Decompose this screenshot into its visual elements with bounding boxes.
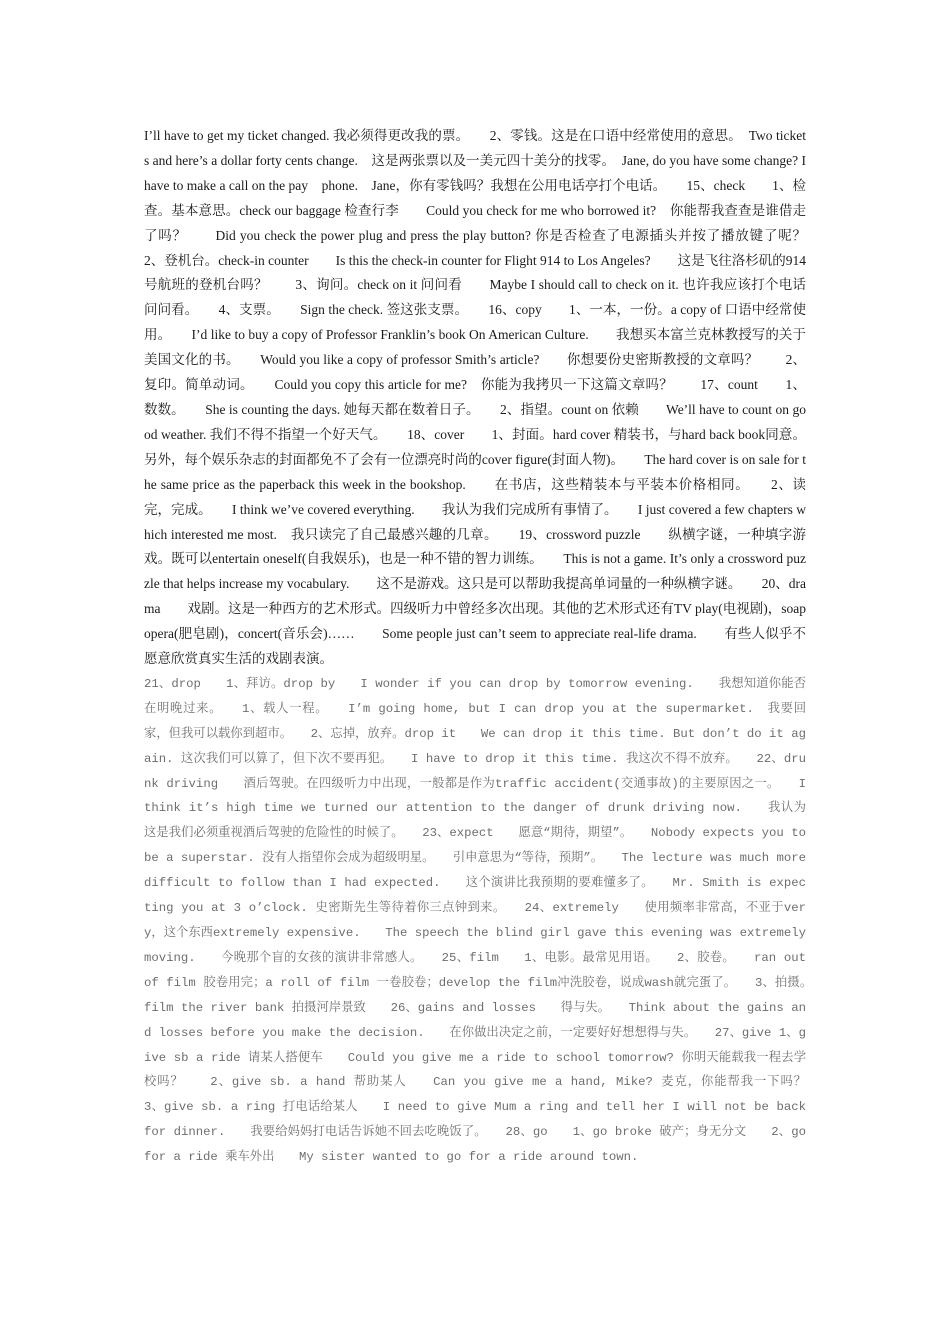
vocabulary-notes-paragraph-serif: I’ll have to get my ticket changed. 我必须得更改我的票。 2、零钱。这是在口语中经常使用的意思。 Two tickets and here’s a dollar forty cents change. 这是两张票以及一美元四十美分的找零。 Jane, do you have some change? I have to make a call on the pay phone. Jane，你有零钱吗？我想在公用电话亭打个电话。 15、check 1、检查。基本意思。check our baggage 检查行李 Could you check for me who borrowed it? 你能帮我查查是谁借走了吗？ Did you check the power plug and press the play button? 你是否检查了电源插头并按了播放键了呢？ 2、登机台。check-in counter Is this the check-in counter for Flight 914 to Los Angeles? 这是飞往洛杉矶的914号航班的登机台吗？ 3、询问。check on it 问问看 Maybe I should call to check on it. 也许我应该打个电话问问看。 4、支票。 Sign the check. 签这张支票。 16、copy 1、一本，一份。a copy of 口语中经常使用。 I’d like to buy a copy of Professor Franklin’s book On American Culture. 我想买本富兰克林教授写的关于美国文化的书。 Would you like a copy of professor Smith’s article? 你想要份史密斯教授的文章吗？ 2、复印。简单动词。 Could you copy this article for me? 你能为我拷贝一下这篇文章吗？ 17、count 1、数数。 She is counting the days. 她每天都在数着日子。 2、指望。count on 依赖 We’ll have to count on good weather. 我们不得不指望一个好天气。 18、cover 1、封面。hard cover 精装书，与hard back book同意。另外，每个娱乐杂志的封面都免不了会有一位漂亮时尚的cover figure(封面人物)。 The hard cover is on sale for the same price as the paperback this week in the bookshop. 在书店，这些精装本与平装本价格相同。 2、读完，完成。 I think we’ve covered everything. 我认为我们完成所有事情了。 I just covered a few chapters which interested me most. 我只读完了自己最感兴趣的几章。 19、crossword puzzle 纵横字谜，一种填字游戏。既可以entertain oneself(自我娱乐)，也是一种不错的智力训练。 This is not a game. It’s only a crossword puzzle that helps increase my vocabulary. 这不是游戏。这只是可以帮助我提高单词量的一种纵横字谜。 20、drama 戏剧。这是一种西方的艺术形式。四级听力中曾经多次出现。其他的艺术形式还有TV play(电视剧)，soap opera(肥皂剧)，concert(音乐会)…… Some people just can’t seem to appreciate real-life drama. 有些人似乎不愿意欣赏真实生活的戏剧表演。 — [144, 128, 833, 667]
vocabulary-notes-paragraph-mono: 21、drop 1、拜访。drop by I wonder if you can drop by tomorrow evening. 我想知道你能否在明晚过来。 1、载人一程。 I’m going home, but I can drop you at the supermarket. 我要回家，但我可以载你到超市。 2、忘掉，放弃。drop it We can drop it this time. But don’t do it again. 这次我们可以算了，但下次不要再犯。 I have to drop it this time. 我这次不得不放弃。 22、drunk driving 酒后驾驶。在四级听力中出现，一般都是作为traffic accident(交通事故)的主要原因之一。 I think it’s high time we turned our attention to the danger of drunk driving now. 我认为这是我们必须重视酒后驾驶的危险性的时候了。 23、expect 愿意“期待，期望”。 Nobody expects you to be a superstar. 没有人指望你会成为超级明星。 引申意思为“等待，预期”。 The lecture was much more difficult to follow than I had expected. 这个演讲比我预期的要难懂多了。 Mr. Smith is expecting you at 3 o’clock. 史密斯先生等待着你三点钟到来。 24、extremely 使用频率非常高，不亚于very，这个东西extremely expensive. The speech the blind girl gave this evening was extremely moving. 今晚那个盲的女孩的演讲非常感人。 25、film 1、电影。最常见用语。 2、胶卷。 ran out of film 胶卷用完；a roll of film 一卷胶卷；develop the film冲洗胶卷，说成wash就完蛋了。 3、拍摄。 film the river bank 拍摄河岸景致 26、gains and losses 得与失。 Think about the gains and losses before you make the decision. 在你做出决定之前，一定要好好想想得与失。 27、give 1、give sb a ride 请某人搭便车 Could you give me a ride to school tomorrow? 你明天能载我一程去学校吗？ 2、give sb. a hand 帮助某人 Can you give me a hand, Mike? 麦克，你能帮我一下吗？ 3、give sb. a ring 打电话给某人 I need to give Mum a ring and tell her I will not be back for dinner. 我要给妈妈打电话告诉她不回去吃晚饭了。 28、go 1、go broke 破产；身无分文 2、go for a ride 乘车外出 My sister wanted to go for a ride around town. — [144, 676, 831, 1165]
document-page — [144, 124, 833, 1170]
